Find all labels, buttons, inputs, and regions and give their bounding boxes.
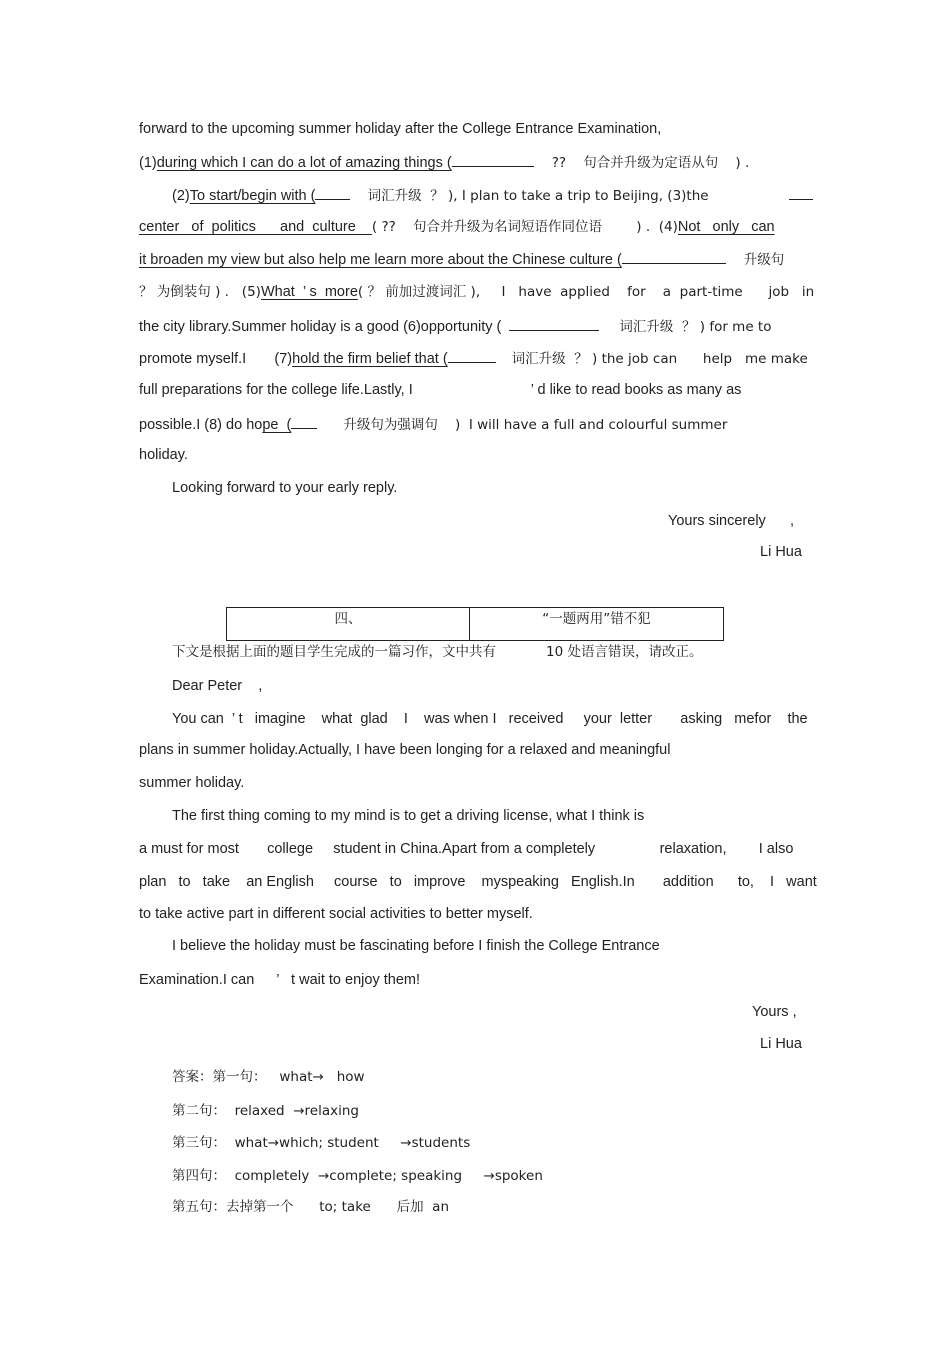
section-intro-text: 下文是根据上面的题目学生完成的一篇习作，文中共有 <box>172 644 496 660</box>
essay-line-7 <box>139 316 771 336</box>
answer-line-1: 答案：第一句： what→ how <box>172 1069 365 1085</box>
essay-line-3 <box>172 185 813 205</box>
essay-closing: Yours sincerely , <box>668 513 794 529</box>
item-7-number: promote myself.I (7) <box>139 351 293 367</box>
answer-line-5: 第五句：去掉第一个 to; take 后加 an <box>172 1199 450 1215</box>
item-4-text-start: Not only can <box>677 219 775 235</box>
section-header-table <box>226 607 724 641</box>
item-5-instruction: ( ？ 前加过渡词汇 ), I have applied for a part-time job in <box>357 284 815 300</box>
item-2-number: (2) <box>172 188 190 204</box>
section-title: “一题两用”错不犯 <box>542 611 651 627</box>
answer-blank <box>509 316 599 331</box>
item-6-instruction: 词汇升级 ？ ) for me to <box>619 319 772 335</box>
essay-line-4 <box>139 218 775 236</box>
item-8-text: pe ( <box>262 417 292 433</box>
item-1-text: during which I can do a lot of amazing things ( <box>156 155 452 171</box>
answer-blank <box>315 185 350 200</box>
essay-line-5 <box>139 249 784 269</box>
letter-line: You can ’ t imagine what glad I was when I received your letter asking mefor the <box>172 711 808 727</box>
answer-blank <box>448 348 496 363</box>
section-number: 四、 <box>227 608 470 640</box>
item-8-number: possible.I (8) do ho <box>139 417 263 433</box>
section-intro-text: 10 处语言错误，请改正。 <box>546 644 703 660</box>
item-7-instruction: 词汇升级 ？ ) the job can help me make <box>511 351 808 367</box>
item-8-instruction: 升级句为强调句 ) I will have a full and colourful summer <box>343 417 728 433</box>
essay-line-10 <box>139 414 727 434</box>
section-intro <box>172 643 702 661</box>
letter-line <box>139 971 420 989</box>
answer-line-3: 第三句： what→which; student →students <box>172 1135 471 1151</box>
answer-blank <box>452 152 534 167</box>
answer-blank <box>789 185 813 200</box>
item-2-text: To start/begin with ( <box>189 188 316 204</box>
essay-line-12: Looking forward to your early reply. <box>172 480 398 496</box>
item-4-instruction-end: ？ 为倒装句 ) . (5) <box>139 284 261 300</box>
item-4-instruction: 升级句 <box>743 252 785 268</box>
item-4-text: it broaden my view but also help me learn more about the Chinese culture ( <box>139 252 622 268</box>
essay-line-9 <box>139 381 741 399</box>
letter-text: Examination.I can <box>139 972 255 988</box>
letter-text: ’ t wait to enjoy them! <box>276 972 420 988</box>
essay-line-1: forward to the upcoming summer holiday after the College Entrance Examination, <box>139 121 662 137</box>
letter-line: to take active part in different social activities to better myself. <box>139 906 533 922</box>
answer-line-4: 第四句： completely →complete; speaking →spoken <box>172 1168 543 1184</box>
item-7-text: hold the firm belief that ( <box>292 351 448 367</box>
essay-line-2 <box>139 152 749 172</box>
answer-blank <box>622 249 726 264</box>
essay-text: ’ d like to read books as many as <box>530 382 742 398</box>
essay-line-11: holiday. <box>139 447 188 463</box>
item-3-instruction: ( ?? 句合并升级为名词短语作同位语 ) . (4) <box>371 219 678 235</box>
item-2-instruction: 词汇升级 ？ ), I plan to take a trip to Beijing, (3)the <box>350 188 709 204</box>
essay-signature: Li Hua <box>760 544 802 560</box>
item-1-instruction: ?? 句合并升级为定语从句 ) . <box>551 155 750 171</box>
answer-blank <box>291 414 317 429</box>
item-5-text: What ’ s more <box>260 284 358 300</box>
letter-line: The first thing coming to my mind is to get a driving license, what I think is <box>172 808 645 824</box>
letter-line: summer holiday. <box>139 775 245 791</box>
essay-text: full preparations for the college life.Lastly, I <box>139 382 413 398</box>
letter-greeting: Dear Peter , <box>172 678 263 694</box>
letter-line: plans in summer holiday.Actually, I have been longing for a relaxed and meaningful <box>139 742 671 758</box>
essay-line-6 <box>139 283 814 301</box>
letter-line: plan to take an English course to improve myspeaking English.In addition to, I want <box>139 874 817 890</box>
item-1-number: (1) <box>139 155 157 171</box>
letter-closing: Yours , <box>752 1004 797 1020</box>
letter-line: I believe the holiday must be fascinating before I finish the College Entrance <box>172 938 660 954</box>
letter-line: a must for most college student in China.Apart from a completely relaxation, I also <box>139 841 794 857</box>
letter-signature: Li Hua <box>760 1036 802 1052</box>
answer-line-2: 第二句： relaxed →relaxing <box>172 1103 359 1119</box>
essay-line-8 <box>139 348 808 368</box>
item-3-text: center of politics and culture <box>139 219 372 235</box>
item-6-text: the city library.Summer holiday is a good (6)opportunity ( <box>139 319 502 335</box>
